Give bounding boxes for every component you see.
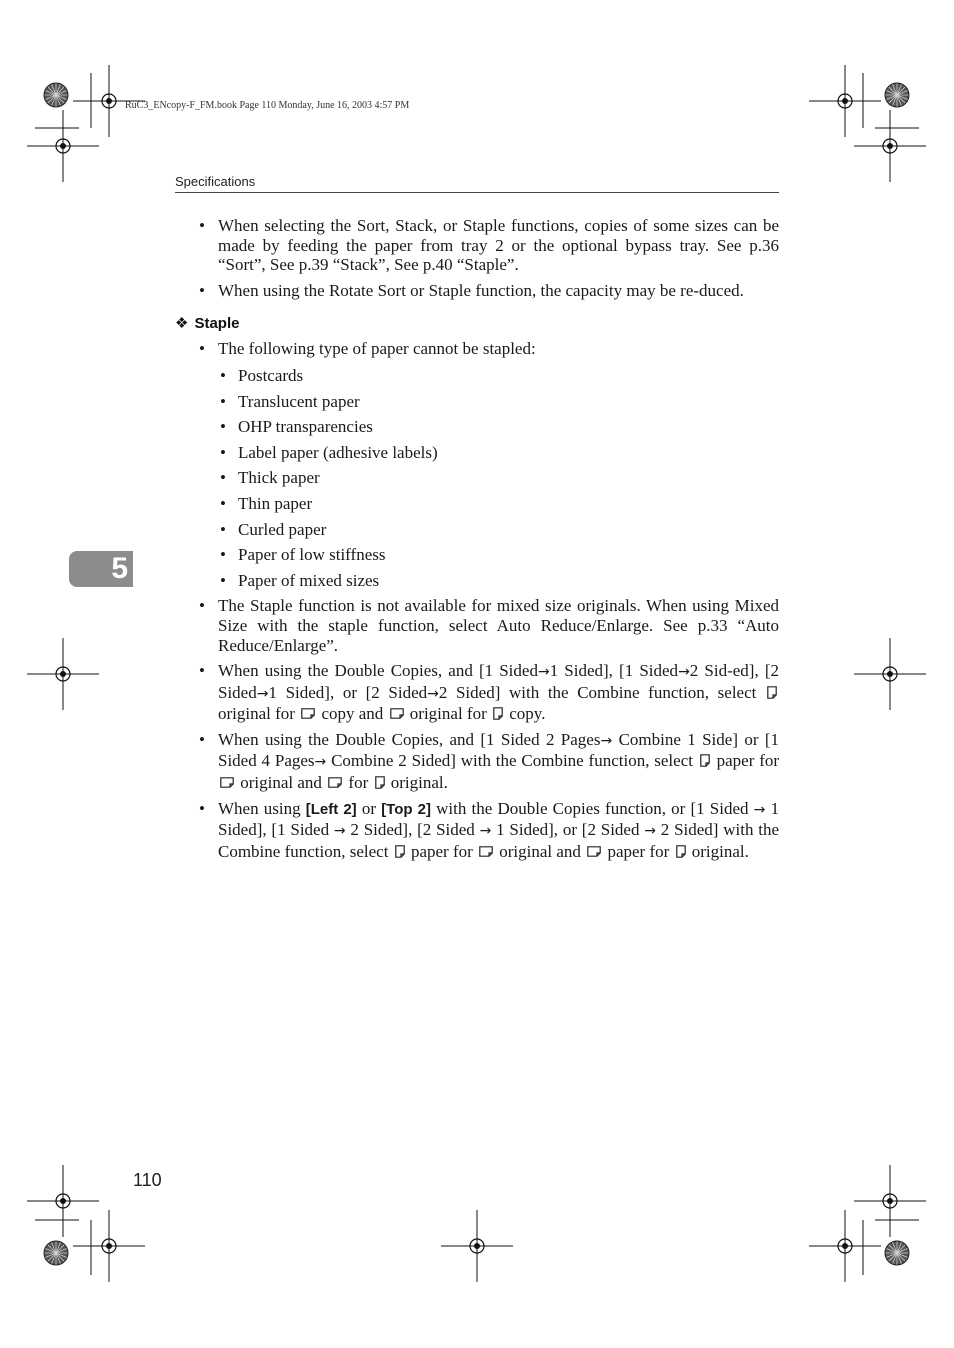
text: When using: [218, 798, 301, 818]
list-item: • The Staple function is not available for mixed size originals. When using Mixed Size with the staple function, select Auto Reduce/Enlarge. See p.33 “Auto Reduce/Enlarge”.: [175, 596, 779, 655]
paper-type-item: • OHP transparencies: [218, 417, 779, 437]
color-wheel-icon: [885, 1241, 909, 1265]
text: When using the Double Copies, and [1 Sided: [218, 661, 538, 681]
arrow-icon: →: [644, 823, 656, 840]
staple-intro: The following type of paper cannot be stapled:: [218, 339, 536, 359]
paper-type-item: • Label paper (adhesive labels): [218, 443, 779, 463]
text: or: [361, 798, 377, 818]
crosshair-mark-icon: [854, 1165, 926, 1237]
staple-heading-text: Staple: [194, 315, 240, 333]
text: Combine 1 Side] or [1 Sided 4 Pages: [218, 729, 780, 771]
text: original and: [240, 773, 322, 793]
text: original and: [499, 841, 581, 861]
arrow-icon: →: [256, 685, 269, 702]
chapter-number: 5: [111, 552, 128, 585]
left-2-key-label: [Left 2]: [305, 800, 357, 818]
text: 2 Sided] with the Combine function, select: [218, 820, 780, 861]
crosshair-mark-icon: [441, 1210, 513, 1282]
text: paper for: [410, 841, 473, 861]
arrow-icon: →: [600, 732, 613, 749]
text: 1 Sided], or [2 Sided: [496, 820, 640, 840]
text: copy and: [321, 704, 384, 724]
crosshair-mark-icon: [73, 1210, 145, 1282]
arrow-icon: →: [753, 801, 766, 818]
text: for: [348, 773, 369, 793]
arrow-icon: →: [479, 823, 492, 840]
file-header: RuC3_ENcopy-F_FM.book Page 110 Monday, June 16, 2003 4:57 PM: [125, 100, 410, 111]
paper-type-item: • Translucent paper: [218, 392, 779, 412]
paper-type-item: • Thin paper: [218, 494, 779, 514]
text: When using the Double Copies, and [1 Sided 2 Pages: [218, 729, 601, 749]
crosshair-mark-icon: [854, 110, 926, 182]
paper-type-item: • Postcards: [218, 366, 779, 386]
text: 1 Sided], [1 Sided: [549, 661, 679, 681]
crosshair-mark-icon: [27, 110, 99, 182]
text: 2 Sid-ed], [2 Sided: [218, 661, 779, 702]
top-2-key-label: [Top 2]: [381, 800, 431, 818]
crop-lines: [35, 73, 919, 1275]
color-wheel-icon: [44, 1241, 68, 1265]
text: original.: [390, 773, 448, 793]
text: Combine 2 Sided] with the Combine function, select: [331, 751, 693, 771]
text: copy.: [509, 704, 546, 724]
text: 1 Sided], or [2 Sided: [268, 682, 428, 702]
color-wheel-icon: [885, 83, 909, 107]
page-number: 110: [133, 1170, 162, 1190]
arrow-icon: →: [314, 754, 327, 771]
diamond-bullet-icon: ❖: [175, 315, 189, 333]
crosshair-mark-icon: [27, 638, 99, 710]
text: original.: [691, 841, 749, 861]
list-item: • When selecting the Sort, Stack, or Staple functions, copies of some sizes can be made by feeding the paper from tray 2 or the optional bypass tray. See p.36 “Sort”, See p.39 “Stack”, See p.40 “Staple”.: [175, 216, 779, 275]
crosshair-mark-icon: [27, 1165, 99, 1237]
paper-type-item: • Thick paper: [218, 468, 779, 488]
text: paper for: [607, 841, 670, 861]
paper-type-item: • Paper of mixed sizes: [218, 571, 779, 591]
text: paper for: [716, 751, 780, 771]
text: original for: [409, 704, 487, 724]
paper-type-item: • Curled paper: [218, 520, 779, 540]
text: with the Double Copies function, or [1 Sided: [436, 798, 749, 818]
text: original for: [218, 704, 295, 724]
color-wheel-icon: [44, 83, 68, 107]
crosshair-mark-icon: [809, 65, 881, 137]
text: 1 Sided], [1 Sided: [218, 798, 780, 840]
crosshair-mark-icon: [809, 1210, 881, 1282]
arrow-icon: →: [427, 685, 439, 702]
crosshair-mark-icon: [73, 65, 145, 137]
text: 2 Sided], [2 Sided: [350, 820, 475, 840]
arrow-icon: →: [537, 664, 550, 681]
paper-type-item: • Paper of low stiffness: [218, 545, 779, 565]
arrow-icon: →: [333, 823, 346, 840]
arrow-icon: →: [678, 664, 690, 681]
running-head: Specifications: [175, 174, 256, 189]
text: 2 Sided] with the Combine function, select: [438, 682, 757, 702]
crosshair-mark-icon: [854, 638, 926, 710]
list-item: • When using the Rotate Sort or Staple function, the capacity may be re-duced.: [175, 281, 779, 301]
